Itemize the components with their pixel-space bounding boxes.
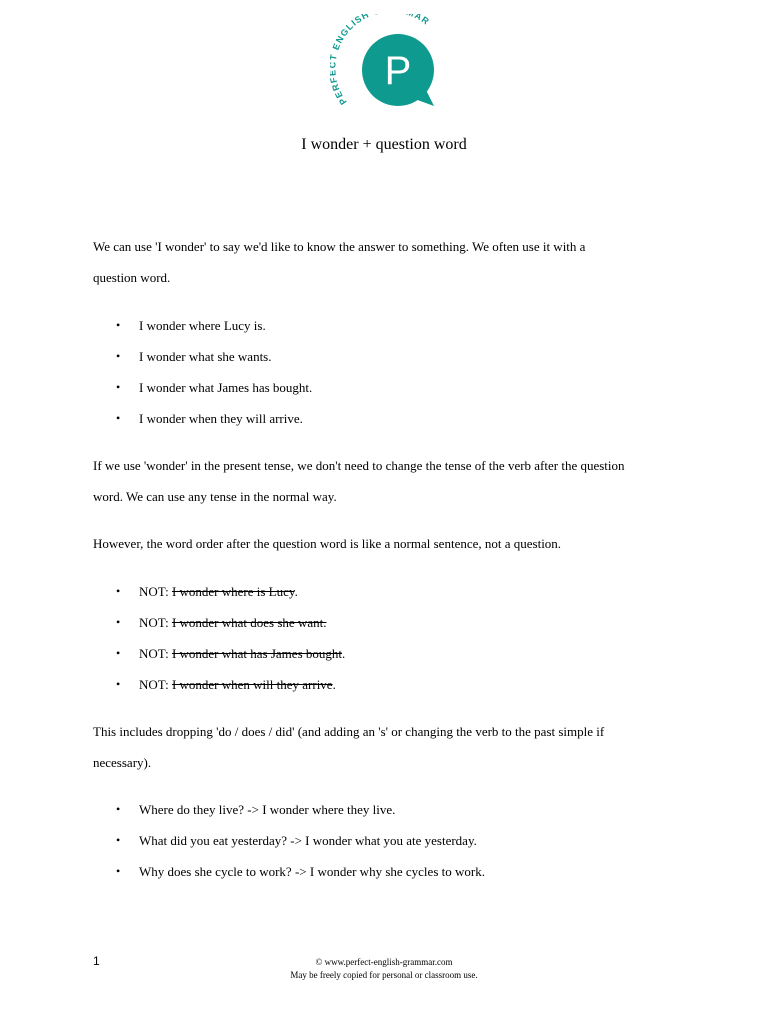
- bullet-icon: •: [116, 318, 121, 332]
- list-item: • What did you eat yesterday? -> I wonder what you ate yesterday.: [0, 825, 485, 856]
- struck-text: I wonder when will they arrive: [171, 677, 333, 692]
- bullet-icon: •: [116, 864, 121, 878]
- conversions-list: [0, 794, 485, 887]
- intro-line-2: question word.: [93, 270, 171, 285]
- logo-letter: P: [384, 49, 412, 93]
- logo-ring-text: PER ENGLISH AR: [330, 14, 432, 107]
- order-paragraph: However, the word order after the question word is like a normal sentence, not a question.: [93, 536, 562, 551]
- list-item: • I wonder what she wants.: [0, 341, 312, 372]
- intro-line-1: We can use 'I wonder' to say we'd like to know the answer to something. We often use it with a: [93, 239, 586, 254]
- page-title: I wonder + question word: [301, 136, 467, 153]
- list-item: • NOT: I wonder what has James bought.: [0, 638, 345, 669]
- brand-logo: [330, 14, 440, 110]
- bullet-icon: •: [116, 584, 121, 598]
- dropping-paragraph: [93, 716, 683, 778]
- tense-paragraph: [93, 450, 683, 512]
- examples-list: [0, 310, 312, 434]
- list-item: • NOT: I wonder what does she want.: [0, 607, 345, 638]
- bullet-icon: •: [116, 380, 121, 394]
- footer-license: May be freely copied for personal or classroom use.: [290, 970, 478, 980]
- wrong-examples-list: [0, 576, 345, 700]
- dropping-line-2: necessary).: [93, 755, 152, 770]
- list-item: • I wonder where Lucy is.: [0, 310, 312, 341]
- bullet-icon: •: [116, 802, 121, 816]
- footer-copyright: © www.perfect-english-grammar.com: [315, 957, 453, 967]
- page-footer: [0, 956, 768, 982]
- dropping-line-1: This includes dropping 'do / does / did' (and adding an 's' or changing the verb to the past simple if: [93, 724, 605, 739]
- bullet-icon: •: [116, 411, 121, 425]
- list-item: • Where do they live? -> I wonder where they live.: [0, 794, 485, 825]
- bullet-icon: •: [116, 833, 121, 847]
- tense-line-1: If we use 'wonder' in the present tense, we don't need to change the tense of the verb after the question: [93, 458, 625, 473]
- struck-text: I wonder what does she want.: [171, 615, 327, 630]
- list-item: • NOT: I wonder where is Lucy.: [0, 576, 345, 607]
- list-item: • I wonder what James has bought.: [0, 372, 312, 403]
- struck-text: I wonder where is Lucy: [171, 584, 295, 599]
- bullet-icon: •: [116, 615, 121, 629]
- tense-line-2: word. We can use any tense in the normal way.: [93, 489, 337, 504]
- bullet-icon: •: [116, 646, 121, 660]
- list-item: • Why does she cycle to work? -> I wonder why she cycles to work.: [0, 856, 485, 887]
- bullet-icon: •: [116, 349, 121, 363]
- page-number: 1: [93, 954, 100, 968]
- intro-paragraph: [93, 231, 683, 293]
- struck-text: I wonder what has James bought: [171, 646, 342, 661]
- list-item: • I wonder when they will arrive.: [0, 403, 312, 434]
- list-item: • NOT: I wonder when will they arrive.: [0, 669, 345, 700]
- bullet-icon: •: [116, 677, 121, 691]
- logo-graphic: [330, 14, 440, 110]
